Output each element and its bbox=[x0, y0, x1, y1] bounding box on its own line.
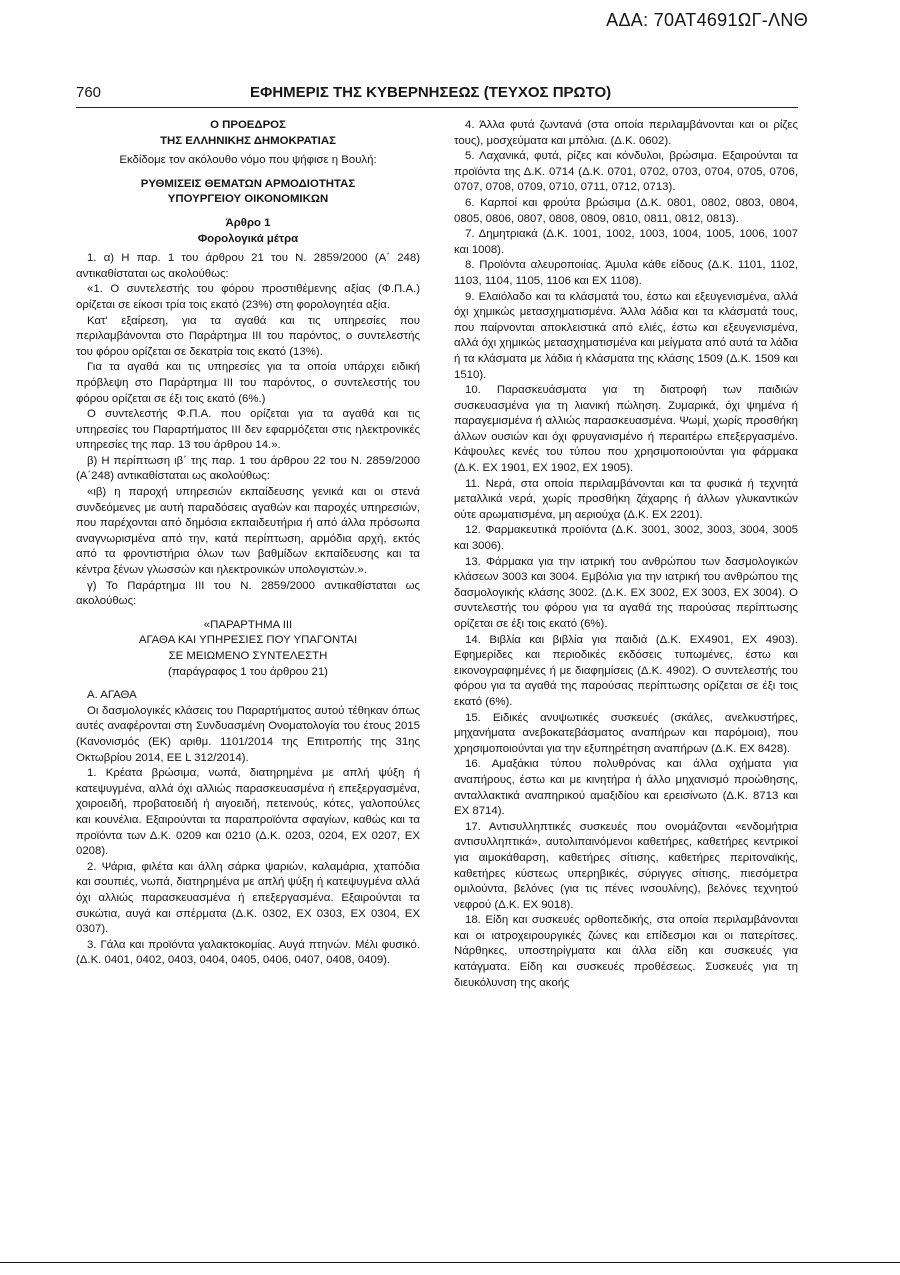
paragraph: 15. Ειδικές ανυψωτικές συσκευές (σκάλες, ανελκυστήρες, μηχανήματα ανεβοκατεβάσματος αναπήρων και παρόμοια), που χρησιμοποιούνται για την εξυπηρέτηση αναπήρων (Δ.Κ. ΕΧ 8428). bbox=[454, 711, 798, 755]
article-title: Φορολογικά μέτρα bbox=[197, 232, 299, 245]
paragraph: γ) Το Παράρτημα ΙΙΙ του Ν. 2859/2000 αντικαθίσταται ως ακολούθως: bbox=[76, 579, 420, 608]
annex-heading-2: ΑΓΑΘΑ ΚΑΙ ΥΠΗΡΕΣΙΕΣ ΠΟΥ ΥΠΑΓΟΝΤΑΙ bbox=[138, 634, 358, 647]
paragraph: Οι δασμολογικές κλάσεις του Παραρτήματος αυτού τέθηκαν όπως αυτές αναφέρονται στη Συνδυασμένη Ονοματολογία του έτους 2015 (Κανονισμός (ΕΚ) αριθμ. 1101/2014 της Επιτροπής της 31ης Οκτωβρίου 2014, ΕΕ L 312/2014). bbox=[76, 704, 420, 764]
paragraph: 8. Προϊόντα αλευροποιίας. Άμυλα κάθε είδους (Δ.Κ. 1101, 1102, 1103, 1104, 1105, 1106 και ΕΧ 1108). bbox=[454, 259, 798, 287]
page-number: 760 bbox=[76, 84, 102, 101]
annex-heading-4: (παράγραφος 1 του άρθρου 21) bbox=[168, 665, 328, 678]
paragraph: 6. Καρποί και φρούτα βρώσιμα (Δ.Κ. 0801, 0802, 0803, 0804, 0805, 0806, 0807, 0808, 0809, 0810, 0811, 0812, 0813). bbox=[454, 196, 798, 225]
paragraph: 13. Φάρμακα για την ιατρική του ανθρώπου των δασμολογικών κλάσεων 3003 και 3004. Εμβόλια για την ιατρική του ανθρώπου της δασμολογικής κλάσης 3002. (Δ.Κ. ΕΧ 3002, ΕΧ 3003, ΕΧ 3004). Ο συντελεστής του φόρου για τα αγαθά της παρούσας περίπτωσης ορίζεται σε έξι τοις εκατό (6%). bbox=[454, 555, 798, 630]
annex-heading-1: «ΠΑΡΑΡΤΗΜΑ ΙΙΙ bbox=[203, 618, 293, 631]
article-number: Άρθρο 1 bbox=[225, 216, 271, 229]
paragraph: 5. Λαχανικά, φυτά, ρίζες και κόνδυλοι, βρώσιμα. Εξαιρούνται τα προϊόντα της Δ.Κ. 0714 (Δ.Κ. 0701, 0702, 0703, 0704, 0705, 0706, 0707, 0708, 0709, 0710, 0711, 0712, 0713). bbox=[454, 150, 798, 194]
paragraph: «1. Ο συντελεστής του φόρου προστιθέμενης αξίας (Φ.Π.Α.) ορίζεται σε είκοσι τρία τοις εκατό (23%) στη φορολογητέα αξία. bbox=[76, 283, 420, 311]
paragraph: 12. Φαρμακευτικά προϊόντα (Δ.Κ. 3001, 3002, 3003, 3004, 3005 και 3006). bbox=[454, 524, 798, 553]
paragraph: 1. α) Η παρ. 1 του άρθρου 21 του Ν. 2859/2000 (Α΄ 248) αντικαθίσταται ως ακολούθως: bbox=[76, 252, 420, 280]
paragraph: 18. Είδη και συσκευές ορθοπεδικής, στα οποία περιλαμβάνονται και οι ιατροχειρουργικές ζώνες και επίδεσμοι και οι πατερίτσες. Νάρθηκες, υποστηρίγματα και άλλα είδη και συσκευές για κατάγματα. Είδη και συσκευές προθέσεως. Συσκευές για τη διευκόλυνση της ακοής bbox=[454, 914, 798, 989]
intro-text: Εκδίδομε τον ακόλουθο νόμο που ψήφισε η Βουλή: bbox=[119, 154, 377, 167]
president-line-1: Ο ΠΡΟΕΔΡΟΣ bbox=[210, 119, 286, 131]
section-heading: Α. ΑΓΑΘΑ bbox=[87, 689, 137, 702]
paragraph: β) Η περίπτωση ιβ΄ της παρ. 1 του άρθρου 22 του Ν. 2859/2000 (Α΄248) αντικαθίσταται ως ακολούθως: bbox=[76, 454, 420, 483]
paragraph: 1. Κρέατα βρώσιμα, νωπά, διατηρημένα με απλή ψύξη ή κατεψυγμένα, αλλά όχι αλλιώς παρασκευασμένα ή επεξεργασμένα, χοιροειδή, προβατοειδή ή αιγοειδή, πετεινούς, κότες, γαλοπούλες και κουνέλια. Εξαιρούνται τα παραπροϊόντα σφαγίων, καθώς και τα προϊόντα των Δ.Κ. 0209 και 0210 (Δ.Κ. 0203, 0204, ΕΧ 0207, ΕΧ 0208). bbox=[76, 767, 420, 858]
paragraph: Για τα αγαθά και τις υπηρεσίες για τα οποία υπάρχει ειδική πρόβλεψη στο Παράρτημα ΙΙΙ του παρόντος, ο συντελεστής του φόρου ορίζεται σε έξι τοις εκατό (6%.) bbox=[76, 361, 420, 405]
paragraph: 2. Ψάρια, φιλέτα και άλλη σάρκα ψαριών, καλαμάρια, χταπόδια και σουπιές, νωπά, διατηρημένα με απλή ψύξη ή κατεψυγμένα αλλά όχι αλλιώς παρασκευασμένα ή επεξεργασμένα. Εξαιρούνται τα συκώτια, αυγά και σπέρματα (Δ.Κ. 0302, ΕΧ 0303, ΕΧ 0304, ΕΧ 0307). bbox=[76, 860, 420, 936]
ada-code: ΑΔΑ: 70ΑΤ4691ΩΓ-ΛΝΘ bbox=[606, 10, 808, 30]
header-rule bbox=[76, 107, 798, 108]
page-header bbox=[76, 84, 798, 106]
paragraph: 11. Νερά, στα οποία περιλαμβάνονται και τα φυσικά ή τεχνητά μεταλλικά νερά, χωρίς προσθήκη ζάχαρης ή άλλων γλυκαντικών ούτε αρωματισμένα, μη αεριούχα (Δ.Κ. ΕΧ 2201). bbox=[454, 477, 798, 521]
law-title-1: ΡΥΘΜΙΣΕΙΣ ΘΕΜΑΤΩΝ ΑΡΜΟΔΙΟΤΗΤΑΣ bbox=[140, 177, 356, 190]
gazette-title: ΕΦΗΜΕΡΙΣ ΤΗΣ ΚΥΒΕΡΝΗΣΕΩΣ (ΤΕΥΧΟΣ ΠΡΩΤΟ) bbox=[250, 84, 612, 101]
right-column bbox=[454, 118, 798, 991]
paragraph: Κατ' εξαίρεση, για τα αγαθά και τις υπηρεσίες που περιλαμβάνονται στο Παράρτημα ΙΙΙ του παρόντος, ο συντελεστής του φόρου ορίζεται σε δεκατρία τοις εκατό (13%). bbox=[76, 314, 420, 358]
left-column bbox=[76, 118, 420, 969]
paragraph: 14. Βιβλία και βιβλία για παιδιά (Δ.Κ. ΕΧ4901, ΕΧ 4903). Εφημερίδες και περιοδικές εκδόσεις τυπωμένες, έστω και εικονογραφημένες ή με διαφημίσεις (Δ.Κ. 4902). Ο συντελεστής του φόρου για τα αγαθά της παρούσας περίπτωσης ορίζεται σε έξι τοις εκατό (6%). bbox=[454, 633, 798, 708]
paragraph: 10. Παρασκευάσματα για τη διατροφή των παιδιών συσκευασμένα για τη λιανική πώληση. Ζυμαρικά, όχι ψημένα ή παραγεμισμένα ή αλλιώς παρασκευασμένα. Ψωμί, χωρίς προσθήκη άλλων ουσιών και όχι φρυγανισμένο ή περαιτέρω επεξεργασμένο. Κάψουλες κενές του τύπου που χρησιμοποιούνται για φάρμακα (Δ.Κ. ΕΧ 1901, ΕΧ 1902, ΕΧ 1905). bbox=[454, 384, 798, 475]
paragraph: 16. Αμαξάκια τύπου πολυθρόνας και άλλα οχήματα για αναπήρους, έστω και με κινητήρα ή άλλο μηχανισμό προώθησης, ανταλλακτικά αναπηρικού αμαξιδίου και ερεισίνωτο (Δ.Κ. 8713 και ΕΧ 8714). bbox=[454, 758, 798, 818]
paragraph: «ιβ) η παροχή υπηρεσιών εκπαίδευσης γενικά και οι στενά συνδεόμενες με αυτή παραδόσεις αγαθών και παροχές υπηρεσιών, που παρέχονται από δημόσια εκπαιδευτήρια ή από άλλα πρόσωπα αναγνωρισμένα από την, κατά περίπτωση, αρμόδια αρχή, εκτός από τα φροντιστήρια όλων των βαθμίδων εκπαίδευσης και τα κέντρα ξένων γλωσσών και ηλεκτρονικών υπολογιστών.». bbox=[76, 486, 420, 577]
paragraph: 9. Ελαιόλαδο και τα κλάσματά του, έστω και εξευγενισμένα, αλλά όχι χημικώς μετασχηματισμένα. Άλλα λάδια και τα κλάσματά τους, που παίρνονται αποκλειστικά από ελιές, έστω και εξευγενισμένα, αλλά όχι χημικώς μετασχηματισμένα και μείγματα από αυτά τα λάδια ή τα κλάσματα με λάδια ή κλάσματα της κλάσης 1509 (Δ.Κ. 1509 και 1510). bbox=[454, 290, 798, 381]
paragraph: 3. Γάλα και προϊόντα γαλακτοκομίας. Αυγά πτηνών. Μέλι φυσικό. (Δ.Κ. 0401, 0402, 0403, 0404, 0405, 0406, 0407, 0408, 0409). bbox=[76, 938, 420, 967]
paragraph: 17. Αντισυλληπτικές συσκευές που ονομάζονται «ενδομήτρια αντισυλληπτικά», αυτολιπαινόμενοι καθετήρες, καθετήρες κεντρικοί για αιμοκάθαρση, καθετήρες σίτισης, καθετήρες περιτοναϊκής, καθετήρες κύστεως υπερηβικές, σύριγγες σίτισης, πιεσόμετρα ομιλούντα, βελόνες (για τις πένες ινσουλίνης), βελόνες τεχνητού νεφρού (Δ.Κ. ΕΧ 9018). bbox=[454, 820, 798, 911]
paragraph: 4. Άλλα φυτά ζωντανά (στα οποία περιλαμβάνονται και οι ρίζες τους), μοσχεύματα και μπόλια. (Δ.Κ. 0602). bbox=[454, 119, 798, 147]
law-title-2: ΥΠΟΥΡΓΕΙΟΥ ΟΙΚΟΝΟΜΙΚΩΝ bbox=[167, 193, 329, 206]
annex-heading-3: ΣΕ ΜΕΙΩΜΕΝΟ ΣΥΝΤΕΛΕΣΤΗ bbox=[168, 650, 328, 662]
president-line-2: ΤΗΣ ΕΛΛΗΝΙΚΗΣ ΔΗΜΟΚΡΑΤΙΑΣ bbox=[160, 134, 336, 147]
paragraph: 7. Δημητριακά (Δ.Κ. 1001, 1002, 1003, 1004, 1005, 1006, 1007 και 1008). bbox=[454, 228, 798, 256]
bottom-border bbox=[0, 1262, 900, 1263]
paragraph: Ο συντελεστής Φ.Π.Α. που ορίζεται για τα αγαθά και τις υπηρεσίες του Παραρτήματος ΙΙΙ δεν εφαρμόζεται στις ηλεκτρονικές υπηρεσίες της παρ. 13 του άρθρου 14.». bbox=[76, 408, 420, 452]
